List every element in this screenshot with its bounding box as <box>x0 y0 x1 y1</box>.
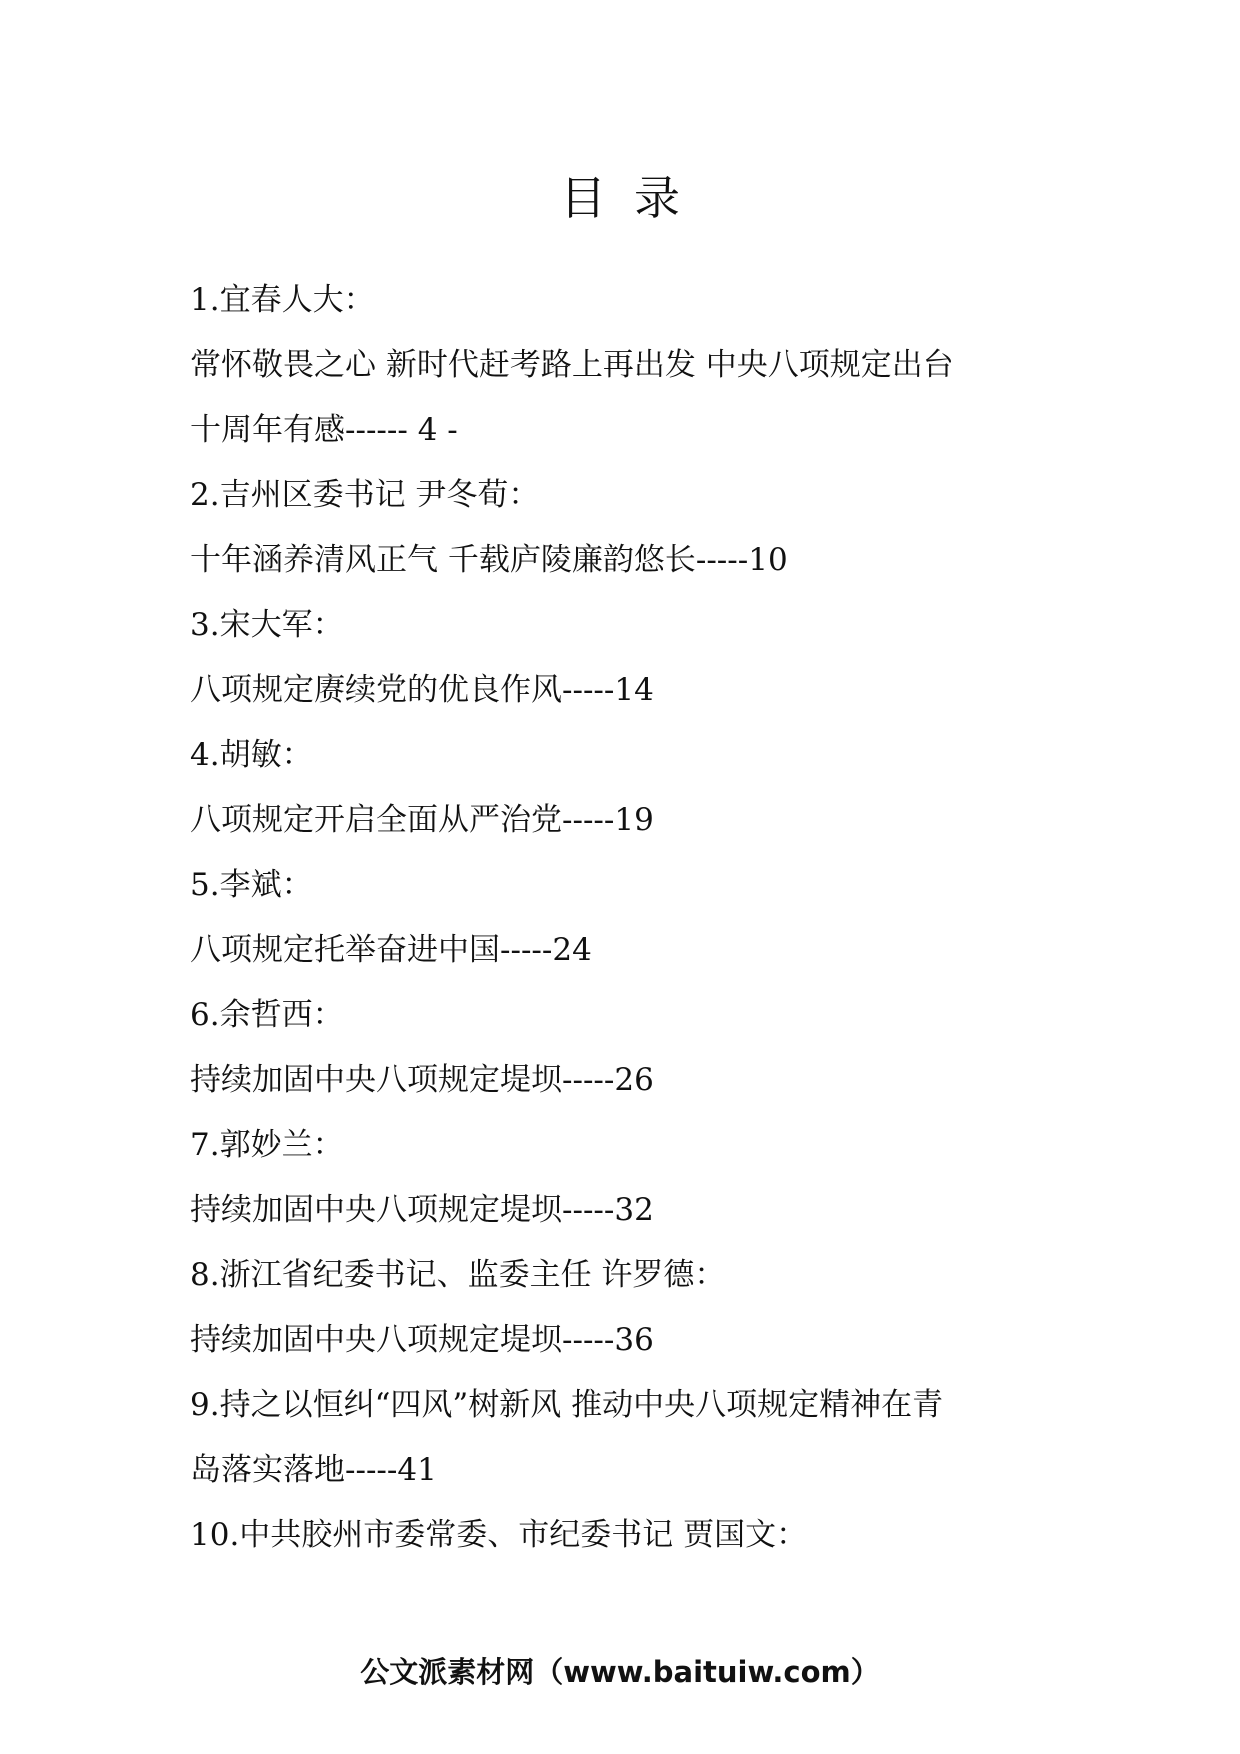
toc-line: 八项规定托举奋进中国-----24 <box>190 932 592 968</box>
toc-line: 持续加固中央八项规定堤坝-----32 <box>190 1192 654 1228</box>
toc-line: 3.宋大军： <box>190 607 344 643</box>
toc-line: 9.持之以恒纠“四风”树新风 推动中央八项规定精神在青 <box>190 1387 944 1423</box>
page-title: 目录 <box>560 171 708 225</box>
toc-line: 7.郭妙兰： <box>190 1127 344 1163</box>
toc-line: 八项规定开启全面从严治党-----19 <box>190 802 654 838</box>
toc-line: 岛落实落地-----41 <box>190 1452 437 1488</box>
toc-line: 八项规定赓续党的优良作风-----14 <box>190 672 654 708</box>
toc-line: 5.李斌： <box>190 867 313 903</box>
toc-line: 持续加固中央八项规定堤坝-----36 <box>190 1322 654 1358</box>
toc-line: 十周年有感------ 4 - <box>190 412 458 448</box>
toc-line: 4.胡敏： <box>190 737 313 773</box>
toc-line: 1.宜春人大： <box>190 282 375 318</box>
toc-line: 8.浙江省纪委书记、监委主任 许罗德： <box>190 1257 726 1293</box>
toc-line: 2.吉州区委书记 尹冬荀： <box>190 477 540 513</box>
toc-line: 持续加固中央八项规定堤坝-----26 <box>190 1062 654 1098</box>
toc-line: 十年涵养清风正气 千载庐陵廉韵悠长-----10 <box>190 542 788 578</box>
toc-line: 6.余哲西： <box>190 997 344 1033</box>
footer-watermark-text: 公文派素材网（www.baituiw.com） <box>360 1655 880 1689</box>
table-of-contents <box>190 268 1070 1568</box>
toc-line: 10.中共胶州市委常委、市纪委书记 贾国文： <box>190 1517 808 1553</box>
toc-line: 常怀敬畏之心 新时代赶考路上再出发 中央八项规定出台 <box>190 347 954 383</box>
